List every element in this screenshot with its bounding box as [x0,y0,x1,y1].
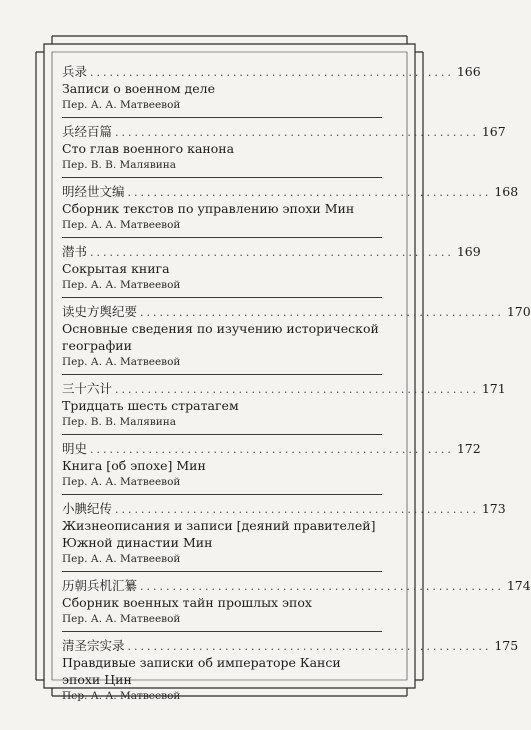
contents-entry[interactable] [62,434,481,494]
translator: Пер. А. А. Матвеевой [62,476,181,488]
translator: Пер. А. А. Матвеевой [62,279,181,291]
contents-entry[interactable] [62,58,481,117]
leader-dots: ........................................................ [90,66,454,79]
leader-dots: ........................................................ [115,126,479,139]
contents-list [62,58,531,708]
page-number: 173 [479,501,506,516]
russian-title: Сборник текстов по управлению эпохи Мин [62,201,355,216]
chinese-title: 兵录 [62,62,90,80]
translator: Пер. А. А. Матвеевой [62,553,181,565]
translator: Пер. А. А. Матвеевой [62,99,181,111]
chinese-title: 潜书 [62,242,90,260]
leader-dots: ........................................................ [115,383,479,396]
contents-entry[interactable] [62,297,531,374]
translator: Пер. В. В. Малявина [62,416,177,428]
leader-dots: ........................................................ [140,306,504,319]
translator: Пер. А. А. Матвеевой [62,356,181,368]
russian-title: Записи о военном деле [62,81,215,96]
contents-entry[interactable] [62,117,506,177]
chinese-title: 历朝兵机汇纂 [62,576,140,594]
contents-entry[interactable] [62,177,519,237]
page-number: 170 [504,304,531,319]
chinese-title: 读史方舆纪要 [62,302,140,320]
page-number: 171 [479,381,506,396]
leader-dots: ........................................................ [115,503,479,516]
page-number: 175 [491,638,518,653]
contents-entry[interactable] [62,631,519,708]
chinese-title: 小腆纪传 [62,499,115,517]
page-number: 169 [454,244,481,259]
page-number: 174 [504,578,531,593]
contents-entry[interactable] [62,237,481,297]
contents-entry[interactable] [62,374,506,434]
russian-title: Основные сведения по изучению исторической географии [62,321,379,353]
chinese-title: 兵经百篇 [62,122,115,140]
leader-dots: ........................................................ [140,580,504,593]
translator: Пер. А. А. Матвеевой [62,613,181,625]
contents-entry[interactable] [62,494,506,571]
translator: Пер. В. В. Малявина [62,159,177,171]
chinese-title: 三十六计 [62,379,115,397]
page-number: 172 [454,441,481,456]
russian-title: Сто глав военного канона [62,141,235,156]
leader-dots: ........................................................ [90,246,454,259]
page-number: 168 [491,184,518,199]
translator: Пер. А. А. Матвеевой [62,219,181,231]
chinese-title: 明经世文编 [62,182,128,200]
russian-title: Жизнеописания и записи [деяний правителей] Южной династии Мин [62,518,376,550]
leader-dots: ........................................................ [127,186,492,199]
leader-dots: ........................................................ [90,443,454,456]
russian-title: Книга [об эпохе] Мин [62,458,206,473]
translator: Пер. А. А. Матвеевой [62,690,181,702]
russian-title: Сокрытая книга [62,261,170,276]
chinese-title: 清圣宗实录 [62,636,128,654]
leader-dots: ........................................................ [127,640,492,653]
russian-title: Сборник военных тайн прошлых эпох [62,595,312,610]
page-number: 167 [479,124,506,139]
chinese-title: 明史 [62,439,90,457]
page-number: 166 [454,64,481,79]
contents-entry[interactable] [62,571,531,631]
russian-title: Тридцать шесть стратагем [62,398,239,413]
russian-title: Правдивые записки об императоре Канси эпохи Цин [62,655,341,687]
